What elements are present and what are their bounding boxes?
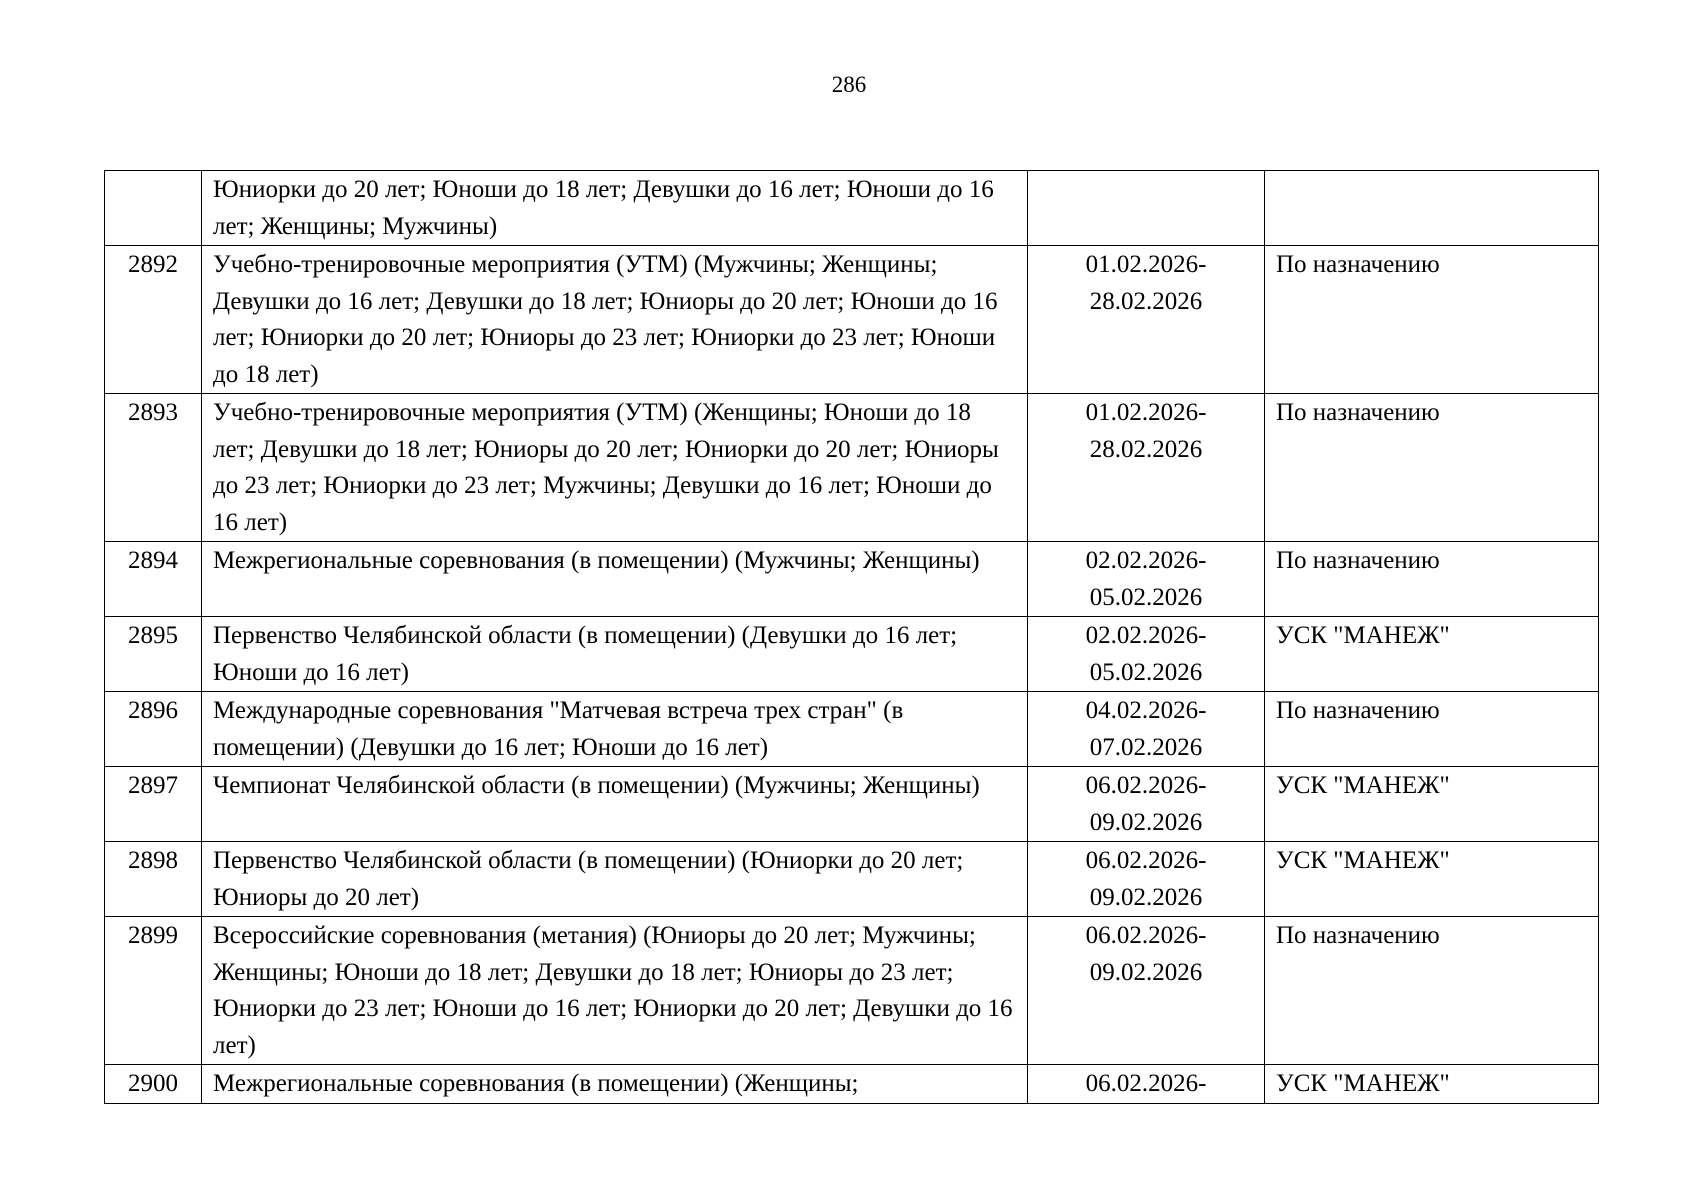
table-row	[105, 394, 1599, 542]
event-number: 2892	[105, 246, 202, 394]
event-dates: 01.02.2026-28.02.2026	[1028, 394, 1265, 542]
events-table	[104, 170, 1599, 1104]
event-dates: 06.02.2026-09.02.2026	[1028, 767, 1265, 842]
event-place: УСК "МАНЕЖ"	[1265, 617, 1599, 692]
table-row	[105, 767, 1599, 842]
table-row	[105, 171, 1599, 246]
event-name: Международные соревнования "Матчевая встреча трех стран" (в помещении) (Девушки до 16 лет; Юноши до 16 лет)	[202, 692, 1028, 767]
event-number: 2894	[105, 542, 202, 617]
event-name: Учебно-тренировочные мероприятия (УТМ) (Женщины; Юноши до 18 лет; Девушки до 18 лет; Юниоры до 20 лет; Юниорки до 20 лет; Юниоры до 23 лет; Юниорки до 23 лет; Мужчины; Девушки до 16 лет; Юноши до 16 лет)	[202, 394, 1028, 542]
event-place: УСК "МАНЕЖ"	[1265, 767, 1599, 842]
table-row	[105, 617, 1599, 692]
event-dates: 06.02.2026-09.02.2026	[1028, 917, 1265, 1065]
event-place	[1265, 171, 1599, 246]
event-dates	[1028, 171, 1265, 246]
event-dates: 06.02.2026-	[1028, 1065, 1265, 1104]
event-name: Межрегиональные соревнования (в помещении) (Женщины;	[202, 1065, 1028, 1104]
event-name: Межрегиональные соревнования (в помещении) (Мужчины; Женщины)	[202, 542, 1028, 617]
event-number: 2899	[105, 917, 202, 1065]
table-row	[105, 842, 1599, 917]
table-row	[105, 1065, 1599, 1104]
event-place: По назначению	[1265, 917, 1599, 1065]
event-number: 2900	[105, 1065, 202, 1104]
table-row	[105, 692, 1599, 767]
table-row	[105, 542, 1599, 617]
event-number: 2897	[105, 767, 202, 842]
event-place: По назначению	[1265, 542, 1599, 617]
event-place: УСК "МАНЕЖ"	[1265, 842, 1599, 917]
event-place: По назначению	[1265, 246, 1599, 394]
event-number: 2893	[105, 394, 202, 542]
event-name: Всероссийские соревнования (метания) (Юниоры до 20 лет; Мужчины; Женщины; Юноши до 18 лет; Девушки до 18 лет; Юниоры до 23 лет; Юниорки до 23 лет; Юноши до 16 лет; Юниорки до 20 лет; Девушки до 16 лет)	[202, 917, 1028, 1065]
event-place: УСК "МАНЕЖ"	[1265, 1065, 1599, 1104]
table-row	[105, 246, 1599, 394]
event-dates: 02.02.2026-05.02.2026	[1028, 617, 1265, 692]
event-dates: 02.02.2026-05.02.2026	[1028, 542, 1265, 617]
page-number: 286	[831, 72, 867, 97]
event-place: По назначению	[1265, 394, 1599, 542]
event-name: Юниорки до 20 лет; Юноши до 18 лет; Девушки до 16 лет; Юноши до 16 лет; Женщины; Мужчины)	[202, 171, 1028, 246]
event-dates: 01.02.2026-28.02.2026	[1028, 246, 1265, 394]
event-number	[105, 171, 202, 246]
event-dates: 04.02.2026-07.02.2026	[1028, 692, 1265, 767]
table-row	[105, 917, 1599, 1065]
event-name: Первенство Челябинской области (в помещении) (Юниорки до 20 лет; Юниоры до 20 лет)	[202, 842, 1028, 917]
event-number: 2896	[105, 692, 202, 767]
event-number: 2895	[105, 617, 202, 692]
event-name: Чемпионат Челябинской области (в помещении) (Мужчины; Женщины)	[202, 767, 1028, 842]
event-name: Первенство Челябинской области (в помещении) (Девушки до 16 лет; Юноши до 16 лет)	[202, 617, 1028, 692]
event-place: По назначению	[1265, 692, 1599, 767]
event-name: Учебно-тренировочные мероприятия (УТМ) (Мужчины; Женщины; Девушки до 16 лет; Девушки до 18 лет; Юниоры до 20 лет; Юноши до 16 лет; Юниорки до 20 лет; Юниоры до 23 лет; Юниорки до 23 лет; Юноши до 18 лет)	[202, 246, 1028, 394]
event-number: 2898	[105, 842, 202, 917]
event-dates: 06.02.2026-09.02.2026	[1028, 842, 1265, 917]
